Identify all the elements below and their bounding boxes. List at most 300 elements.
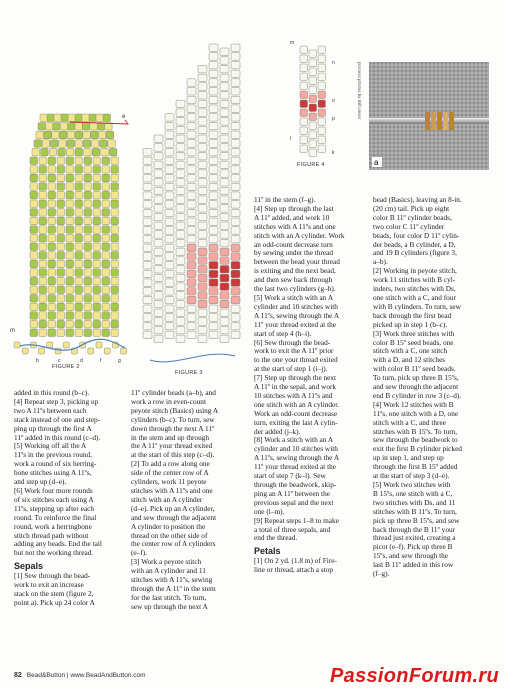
bead xyxy=(209,305,218,313)
bead xyxy=(187,253,196,260)
bead xyxy=(209,322,218,330)
bead xyxy=(97,123,105,131)
bead xyxy=(83,131,91,139)
bead xyxy=(198,231,207,239)
text-line: the last two cylinders (g–h). xyxy=(254,284,336,294)
bead xyxy=(30,226,38,234)
bead xyxy=(220,222,229,230)
bead xyxy=(209,253,218,260)
text-line: end the thread. xyxy=(254,533,298,543)
bead xyxy=(103,114,111,122)
bead xyxy=(176,161,185,169)
bead xyxy=(102,234,110,242)
bead xyxy=(93,295,101,303)
bead xyxy=(84,295,92,303)
bead xyxy=(154,239,163,247)
text-column-3 xyxy=(254,196,368,575)
text-line: previous sepal and the next xyxy=(254,497,334,507)
bead xyxy=(48,277,56,285)
bead xyxy=(198,292,207,300)
bead xyxy=(143,201,152,209)
bead xyxy=(91,131,99,139)
text-line: back through the B 11º your xyxy=(373,524,456,534)
bead xyxy=(198,118,207,126)
bead xyxy=(84,174,92,182)
bead xyxy=(111,329,119,337)
bead xyxy=(54,114,62,122)
text-line: end B cylinder in row 3 (c–d). xyxy=(373,390,462,400)
bead xyxy=(102,157,110,165)
bead xyxy=(102,312,110,320)
bead xyxy=(93,312,101,320)
bead xyxy=(220,292,229,300)
bead xyxy=(231,235,240,243)
footer-text: Bead&Button | www.BeadAndButton.com xyxy=(26,672,146,679)
bead xyxy=(187,209,196,217)
bead xyxy=(209,218,218,226)
text-line: and then sew back through xyxy=(254,275,333,285)
bead xyxy=(102,183,110,191)
bead xyxy=(47,114,55,122)
bead xyxy=(93,260,101,268)
bead xyxy=(231,314,240,322)
bead xyxy=(75,269,83,277)
bead xyxy=(300,109,308,117)
bead xyxy=(143,279,152,287)
text-line: [7] Step up through the next xyxy=(254,373,337,383)
bead xyxy=(84,260,92,268)
fig2-label-e: e xyxy=(122,114,126,120)
bead xyxy=(165,131,174,139)
bead xyxy=(165,175,174,183)
photo-label: a xyxy=(374,158,379,167)
bead xyxy=(75,183,83,191)
bead xyxy=(39,303,47,311)
bead xyxy=(102,217,110,225)
bead xyxy=(48,200,56,208)
text-line: [6] Sew through the bead- xyxy=(254,337,331,347)
bead xyxy=(209,331,218,339)
bead xyxy=(30,157,38,165)
bead xyxy=(53,123,61,131)
bead xyxy=(198,274,207,282)
text-line: work to exit an increase xyxy=(14,580,84,590)
photo-credit: process photos by Bill Lieser xyxy=(357,62,362,120)
bead xyxy=(57,260,65,268)
text-line: [5] Working off all the A xyxy=(14,441,87,451)
bead xyxy=(309,68,317,76)
text-line: peyote stitch (Basics) using A xyxy=(131,405,219,415)
text-line: the A 11º your thread exited xyxy=(131,441,213,451)
bead xyxy=(220,300,229,308)
bead xyxy=(48,234,56,242)
bead xyxy=(84,329,92,337)
bead xyxy=(300,64,308,72)
bead xyxy=(93,277,101,285)
bead xyxy=(111,200,119,208)
bead xyxy=(100,140,108,148)
bead xyxy=(39,295,47,303)
bead xyxy=(231,262,240,270)
bead xyxy=(300,46,308,54)
bead xyxy=(57,234,65,242)
bead xyxy=(231,192,240,200)
bead xyxy=(198,187,207,195)
figure-2-diagram xyxy=(0,108,150,366)
bead xyxy=(48,303,56,311)
bead xyxy=(143,296,152,304)
bead xyxy=(154,179,163,187)
text-line: by sewing under the thread xyxy=(254,248,334,258)
text-line: one (l–m). xyxy=(254,506,285,516)
bead xyxy=(75,200,83,208)
bead xyxy=(187,235,196,243)
bead xyxy=(75,140,83,148)
bead xyxy=(187,122,196,130)
bead xyxy=(209,183,218,191)
bead xyxy=(45,123,53,131)
heading-sepals: Sepals xyxy=(14,561,44,572)
bead xyxy=(198,283,207,291)
fig2-label-c: c xyxy=(58,358,61,364)
bead xyxy=(111,312,119,320)
bead xyxy=(48,252,56,260)
text-line: side of the center row of A xyxy=(131,468,209,478)
text-line: [2] To add a row along one xyxy=(131,459,210,469)
bead xyxy=(75,157,83,165)
bead xyxy=(75,277,83,285)
text-line: and sew through the adjacent xyxy=(131,512,217,522)
bead xyxy=(84,200,92,208)
bead xyxy=(75,174,83,182)
bead xyxy=(111,157,119,165)
bead xyxy=(231,201,240,209)
bead xyxy=(198,335,207,343)
bead xyxy=(75,234,83,242)
bead xyxy=(39,209,47,217)
bead xyxy=(209,44,218,52)
bead xyxy=(300,100,308,108)
bead xyxy=(176,196,185,204)
text-line: line or thread, attach a stop xyxy=(254,565,334,575)
bead xyxy=(187,114,196,122)
figure-4-caption: FIGURE 4 xyxy=(297,162,325,168)
bead xyxy=(39,157,47,165)
bead xyxy=(309,122,317,130)
text-line: a total of three sepals, and xyxy=(254,524,331,534)
bead xyxy=(66,312,74,320)
bead xyxy=(209,192,218,200)
bead xyxy=(38,123,46,131)
bead xyxy=(300,73,308,81)
bead xyxy=(209,53,218,61)
bead xyxy=(39,348,45,354)
text-line: stitch thread path without xyxy=(14,530,89,540)
bead xyxy=(39,191,47,199)
text-line: stack on the stem (figure 2, xyxy=(14,588,94,598)
text-line: pick up three B 15ºs, and sew xyxy=(373,515,460,525)
text-line: a–b). xyxy=(373,257,388,267)
bead xyxy=(39,200,47,208)
bead xyxy=(111,303,119,311)
bead xyxy=(165,192,174,200)
text-line: (f–g). xyxy=(373,569,390,579)
bead xyxy=(198,205,207,213)
bead xyxy=(39,226,47,234)
bead xyxy=(63,342,69,348)
bead xyxy=(39,183,47,191)
text-line: with an A cylinder and 11 xyxy=(131,566,206,576)
bead xyxy=(176,187,185,195)
text-line: is exiting and the next bead, xyxy=(254,266,336,276)
text-column-1 xyxy=(14,389,126,608)
bead xyxy=(176,118,185,126)
bead xyxy=(198,170,207,178)
bead xyxy=(82,114,90,122)
bead xyxy=(143,244,152,252)
bead xyxy=(220,187,229,195)
bead xyxy=(39,243,47,251)
bead xyxy=(111,166,119,174)
text-line: 11º your thread exited at the xyxy=(254,462,337,472)
bead xyxy=(75,123,83,131)
bead xyxy=(57,320,65,328)
bead xyxy=(75,329,83,337)
bead xyxy=(231,70,240,78)
bead xyxy=(111,226,119,234)
bead xyxy=(111,183,119,191)
text-line: [8] Work a stitch with an A xyxy=(254,435,334,445)
bead xyxy=(318,82,326,90)
bead xyxy=(209,140,218,148)
bead xyxy=(198,309,207,317)
text-line: but not the working thread. xyxy=(14,548,94,558)
text-line: cylinders, work 11 peyote xyxy=(131,477,207,487)
bead xyxy=(231,227,240,235)
bead xyxy=(111,269,119,277)
bead xyxy=(165,209,174,217)
bead xyxy=(220,179,229,187)
bead xyxy=(231,105,240,113)
bead xyxy=(309,50,317,58)
bead xyxy=(98,131,106,139)
bead xyxy=(154,266,163,274)
text-line: added in this round (b–c). xyxy=(14,388,90,397)
bead xyxy=(220,65,229,73)
bead xyxy=(84,217,92,225)
bead xyxy=(231,122,240,130)
bead xyxy=(165,183,174,191)
bead xyxy=(231,44,240,52)
bead xyxy=(220,248,229,256)
bead xyxy=(187,201,196,209)
text-line: thread just exited, creating a xyxy=(373,533,456,543)
text-line: cylinders (b–c). To turn, sew xyxy=(131,414,215,424)
text-line: stitches with A 11ºs and one xyxy=(131,485,213,495)
bead xyxy=(154,161,163,169)
bead xyxy=(143,270,152,278)
bead xyxy=(75,252,83,260)
bead xyxy=(143,209,152,217)
bead xyxy=(154,144,163,152)
text-line: der added (j–k). xyxy=(254,426,301,436)
figure-4-diagram xyxy=(288,36,338,162)
bead xyxy=(84,191,92,199)
fig2-label-d: d xyxy=(80,358,83,364)
bead xyxy=(93,286,101,294)
bead xyxy=(30,320,38,328)
bead xyxy=(176,326,185,334)
text-line: Work an odd-count decrease xyxy=(254,408,338,418)
bead xyxy=(220,335,229,343)
bead xyxy=(318,64,326,72)
bead xyxy=(187,96,196,104)
text-line: round. To reinforce the final xyxy=(14,512,97,522)
bead xyxy=(102,286,110,294)
bead xyxy=(165,235,174,243)
bead xyxy=(66,260,74,268)
text-line: an odd-count decrease turn xyxy=(254,239,333,249)
text-line: and 19 B cylinders (figure 3, xyxy=(373,248,457,258)
bead xyxy=(57,303,65,311)
bead xyxy=(102,269,110,277)
bead xyxy=(47,342,53,348)
text-line: stack instead of one and step- xyxy=(14,414,101,424)
text-line: 11º added in this round (c–d). xyxy=(14,432,101,442)
bead xyxy=(93,269,101,277)
bead xyxy=(187,183,196,191)
bead xyxy=(231,131,240,139)
bead xyxy=(39,234,47,242)
bead xyxy=(154,187,163,195)
bead xyxy=(231,114,240,122)
bead xyxy=(165,305,174,313)
text-line: point a). Pick up 24 color A xyxy=(14,597,95,607)
bead xyxy=(84,243,92,251)
bead xyxy=(231,88,240,96)
bead xyxy=(75,260,83,268)
bead xyxy=(48,226,56,234)
bead xyxy=(57,312,65,320)
bead xyxy=(30,312,38,320)
text-line: stitches with B 11ºs. To turn, xyxy=(373,506,457,516)
bead xyxy=(50,140,58,148)
watermark: PassionForum.ru xyxy=(330,665,499,687)
bead xyxy=(84,148,92,156)
bead xyxy=(104,348,110,354)
bead xyxy=(165,262,174,270)
bead xyxy=(198,74,207,82)
bead xyxy=(209,270,218,278)
bead xyxy=(154,248,163,256)
bead xyxy=(176,318,185,326)
bead xyxy=(66,166,74,174)
bead xyxy=(231,53,240,61)
bead xyxy=(93,217,101,225)
text-line: [6] Work four more rounds xyxy=(14,485,93,495)
bead xyxy=(154,274,163,282)
text-line: stitches with B 15ºs. To turn, xyxy=(373,426,458,436)
bead xyxy=(48,286,56,294)
bead xyxy=(220,274,229,282)
bead xyxy=(318,109,326,117)
bead xyxy=(111,234,119,242)
bead xyxy=(231,61,240,69)
bead xyxy=(198,92,207,100)
text-line: (e–f). xyxy=(131,548,148,558)
fig4-label-m: m xyxy=(290,40,295,46)
fig2-label-m: m xyxy=(10,328,15,334)
bead xyxy=(300,145,308,153)
bead xyxy=(176,126,185,134)
bead xyxy=(75,295,83,303)
bead xyxy=(22,348,28,354)
text-line: at the start of step 3 (d–e). xyxy=(373,471,450,481)
bead xyxy=(231,218,240,226)
bead xyxy=(154,309,163,317)
bead xyxy=(82,123,90,131)
bead xyxy=(176,309,185,317)
text-line: 11º your thread exited at the xyxy=(254,319,337,329)
bead xyxy=(84,234,92,242)
bead xyxy=(231,157,240,165)
bead xyxy=(198,135,207,143)
bead xyxy=(154,283,163,291)
text-line: work a row in even-count xyxy=(131,396,206,406)
text-line: 15ºs, and sew through the xyxy=(373,551,449,561)
bead xyxy=(48,260,56,268)
bead xyxy=(57,174,65,182)
bead xyxy=(30,303,38,311)
bead xyxy=(176,257,185,265)
bead xyxy=(154,318,163,326)
bead xyxy=(176,100,185,108)
bead xyxy=(176,335,185,343)
text-line: turn, exiting the last A cylin- xyxy=(254,417,338,427)
bead xyxy=(49,148,57,156)
bead xyxy=(220,196,229,204)
bead xyxy=(91,140,99,148)
fig2-label-f: f xyxy=(100,358,102,364)
text-line: start of step 7 (k–l). Sew xyxy=(254,471,326,481)
bead xyxy=(165,331,174,339)
bead xyxy=(39,269,47,277)
bead xyxy=(48,295,56,303)
bead xyxy=(209,79,218,87)
text-line: der beads, a B cylinder, a D, xyxy=(373,239,456,249)
bead xyxy=(68,123,76,131)
bead xyxy=(209,288,218,296)
bead xyxy=(165,253,174,260)
bead xyxy=(220,92,229,100)
bead xyxy=(143,331,152,339)
bead xyxy=(57,269,65,277)
bead xyxy=(88,348,94,354)
bead xyxy=(187,305,196,313)
bead xyxy=(102,200,110,208)
text-line: round, work a herringbone xyxy=(14,521,92,531)
bead xyxy=(102,303,110,311)
text-line: sew up through the next A xyxy=(131,601,208,611)
text-line: [1] On 2 yd. (1.8 m) of Fire- xyxy=(254,556,337,566)
bead xyxy=(198,179,207,187)
figure-3-diagram xyxy=(135,38,250,368)
bead xyxy=(165,166,174,174)
text-line: bone stitches using A 11ºs, xyxy=(14,468,92,478)
text-line: [4] Work 12 stitches with B xyxy=(373,399,454,409)
bead xyxy=(231,288,240,296)
bead xyxy=(39,286,47,294)
